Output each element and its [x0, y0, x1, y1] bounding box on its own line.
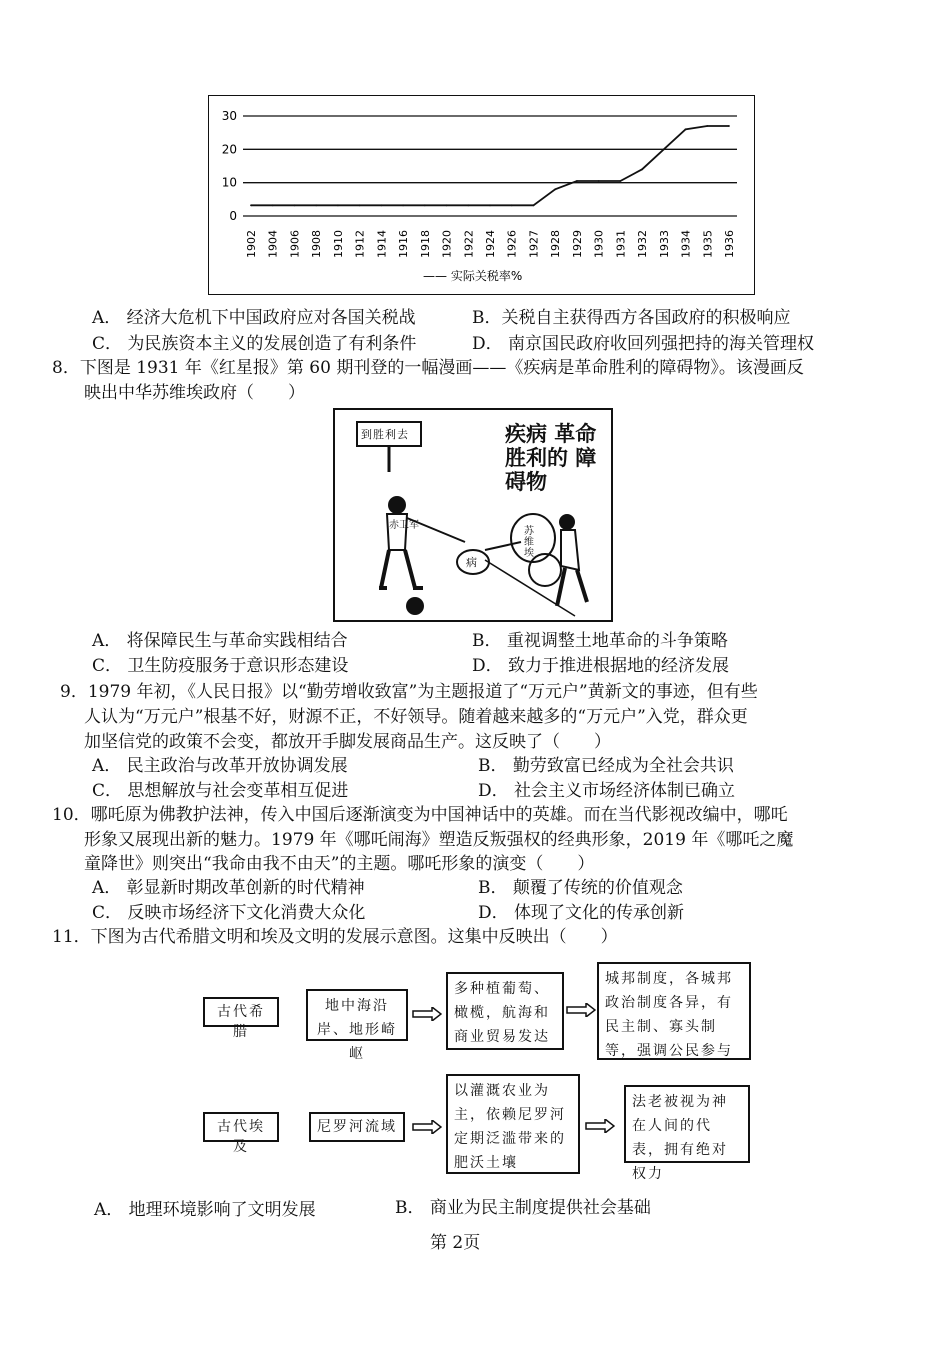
- data-point: [294, 204, 296, 206]
- data-point: [728, 125, 730, 127]
- series-line-tariff: [251, 126, 729, 205]
- egypt-geography-box: 尼罗河流域: [309, 1112, 405, 1142]
- x-tick-label: 1920: [440, 230, 454, 258]
- q9-option-b[interactable]: B． 勤劳致富已经成为全社会共识: [478, 756, 734, 776]
- greece-economy-box: 多种植葡萄、橄榄，航海和商业贸易发达: [446, 972, 564, 1050]
- x-tick-label: 1936: [723, 230, 736, 258]
- cartoon-ball: [406, 597, 424, 615]
- egypt-arrow-1: [412, 1120, 442, 1134]
- data-point: [511, 204, 513, 206]
- data-point: [685, 128, 687, 130]
- x-tick-label: 1908: [310, 230, 324, 258]
- greece-geography-box: 地中海沿岸、地形崎岖: [306, 989, 408, 1041]
- q10-option-d[interactable]: D． 体现了文化的传承创新: [478, 903, 685, 923]
- y-tick-label: 20: [221, 142, 237, 157]
- greece-arrow-2: [566, 1003, 596, 1017]
- q11-option-b[interactable]: B． 商业为民主制度提供社会基础: [395, 1198, 651, 1218]
- q7-option-c[interactable]: C． 为民族资本主义的发展创造了有利条件: [92, 334, 417, 354]
- q7-option-d[interactable]: D． 南京国民政府收回列强把持的海关管理权: [472, 334, 815, 354]
- data-point: [576, 180, 578, 182]
- x-tick-label: 1914: [375, 230, 389, 258]
- q10-option-b[interactable]: B． 颠覆了传统的价值观念: [478, 878, 683, 898]
- cartoon-sign-text: 到胜利去: [361, 428, 409, 441]
- data-point: [315, 204, 317, 206]
- cartoon-pusher-body: [561, 530, 579, 570]
- q10-stem-line1: 10．哪吒原为佛教护法神，传入中国后逐渐演变为中国神话中的英雄。而在当代影视改编中，哪吒: [52, 805, 788, 825]
- data-point: [380, 204, 382, 206]
- page-footer: 第 2页: [430, 1233, 481, 1253]
- data-point: [337, 204, 339, 206]
- cartoon-figure-head: [388, 496, 406, 514]
- q8-stem-line1: 8．下图是 1931 年《红星报》第 60 期刊登的一幅漫画——《疾病是革命胜利的障碍物》。该漫画反: [52, 358, 804, 378]
- greece-label-box: 古代希腊: [203, 997, 279, 1027]
- cartoon-rock-label: 病: [466, 556, 477, 569]
- x-tick-label: 1926: [505, 230, 519, 258]
- x-tick-label: 1904: [266, 230, 280, 258]
- greece-politics-box: 城邦制度，各城邦政治制度各异，有民主制、寡头制等，强调公民参与: [597, 962, 751, 1060]
- egypt-politics-box: 法老被视为神在人间的代表，拥有绝对权力: [624, 1085, 750, 1163]
- x-tick-label: 1929: [570, 230, 584, 258]
- q7-option-a[interactable]: A． 经济大危机下中国政府应对各国关税战: [92, 308, 416, 328]
- tariff-chart: [208, 95, 755, 295]
- greece-arrow-1: [412, 1007, 442, 1021]
- x-tick-label: 1912: [353, 230, 367, 258]
- cartoon-title-text: 疾病 革命 胜利的 障碍物: [505, 421, 597, 494]
- q9-stem-line1: 9．1979 年初，《人民日报》以“勤劳增收致富”为主题报道了“万元户”黄新文的事迹，但有些: [60, 682, 758, 702]
- x-tick-label: 1918: [418, 230, 432, 258]
- cartoon-pusher-head: [559, 514, 575, 530]
- q9-stem-line3: 加坚信党的政策不会变，都放开手脚发展商品生产。这反映了（ ）: [84, 732, 611, 752]
- data-point: [467, 204, 469, 206]
- q10-option-c[interactable]: C． 反映市场经济下文化消费大众化: [92, 903, 366, 923]
- data-point: [706, 125, 708, 127]
- q8-option-a[interactable]: A． 将保障民生与革命实践相结合: [92, 631, 348, 651]
- x-tick-label: 1930: [592, 230, 606, 258]
- x-tick-label: 1928: [549, 230, 563, 258]
- x-tick-label: 1933: [657, 230, 671, 258]
- egypt-label-box: 古代埃及: [203, 1112, 279, 1142]
- data-point: [424, 204, 426, 206]
- egypt-economy-box: 以灌溉农业为主，依赖尼罗河定期泛滥带来的肥沃土壤: [446, 1074, 580, 1174]
- red-star-cartoon: [333, 408, 613, 622]
- q9-stem-line2: 人认为“万元户”根基不好，财源不正，不好领导。随着越来越多的“万元户”入党，群众更: [84, 707, 748, 727]
- q9-option-d[interactable]: D． 社会主义市场经济体制已确立: [478, 781, 736, 801]
- tariff-chart-svg: [209, 96, 754, 294]
- q11-option-a[interactable]: A． 地理环境影响了文明发展: [94, 1200, 316, 1220]
- data-point: [641, 168, 643, 170]
- data-point: [619, 180, 621, 182]
- y-tick-label: 10: [221, 175, 237, 190]
- q10-stem-line3: 童降世》则突出“我命由我不由天”的主题。哪吒形象的演变（ ）: [84, 854, 595, 874]
- x-tick-label: 1916: [397, 230, 411, 258]
- data-point: [554, 188, 556, 190]
- data-point: [272, 204, 274, 206]
- q8-stem-line2: 映出中华苏维埃政府（ ）: [84, 383, 305, 403]
- data-point: [663, 148, 665, 150]
- x-tick-label: 1932: [636, 230, 650, 258]
- x-tick-label: 1935: [701, 230, 715, 258]
- x-tick-label: 1927: [527, 230, 541, 258]
- cartoon-figure-label: 赤卫军: [389, 520, 419, 531]
- y-tick-label: 30: [221, 109, 237, 123]
- data-point: [446, 204, 448, 206]
- q7-option-b[interactable]: B．关税自主获得西方各国政府的积极响应: [472, 308, 791, 328]
- q11-stem-line1: 11．下图为古代希腊文明和埃及文明的发展示意图。这集中反映出（ ）: [52, 927, 618, 947]
- y-tick-label: 0: [229, 209, 237, 223]
- data-point: [250, 204, 252, 206]
- q8-option-d[interactable]: D． 致力于推进根据地的经济发展: [472, 656, 730, 676]
- x-tick-label: 1910: [331, 230, 345, 258]
- cartoon-cart-pole: [485, 542, 521, 550]
- egypt-arrow-2: [585, 1119, 615, 1133]
- data-point: [359, 204, 361, 206]
- chart-legend: —— 实际关税率%: [423, 269, 523, 283]
- data-point: [533, 204, 535, 206]
- data-point: [598, 180, 600, 182]
- q8-option-c[interactable]: C． 卫生防疫服务于意识形态建设: [92, 656, 349, 676]
- cartoon-figure-legs: [381, 550, 415, 588]
- data-point: [402, 204, 404, 206]
- q8-option-b[interactable]: B． 重视调整土地革命的斗争策略: [472, 631, 728, 651]
- q9-option-c[interactable]: C． 思想解放与社会变革相互促进: [92, 781, 349, 801]
- x-tick-label: 1922: [462, 230, 476, 258]
- x-tick-label: 1924: [484, 230, 497, 258]
- data-point: [489, 204, 491, 206]
- x-tick-label: 1934: [679, 230, 693, 258]
- cartoon-cart-label: 苏维埃: [524, 526, 534, 559]
- x-tick-label: 1902: [245, 230, 258, 258]
- q10-stem-line2: 形象又展现出新的魅力。1979 年《哪吒闹海》塑造反叛强权的经典形象，2019 年《哪吒之魔: [84, 830, 794, 850]
- q9-option-a[interactable]: A． 民主政治与改革开放协调发展: [92, 756, 348, 776]
- x-tick-label: 1931: [614, 230, 628, 258]
- q10-option-a[interactable]: A． 彰显新时期改革创新的时代精神: [92, 878, 365, 898]
- x-tick-label: 1906: [288, 230, 302, 258]
